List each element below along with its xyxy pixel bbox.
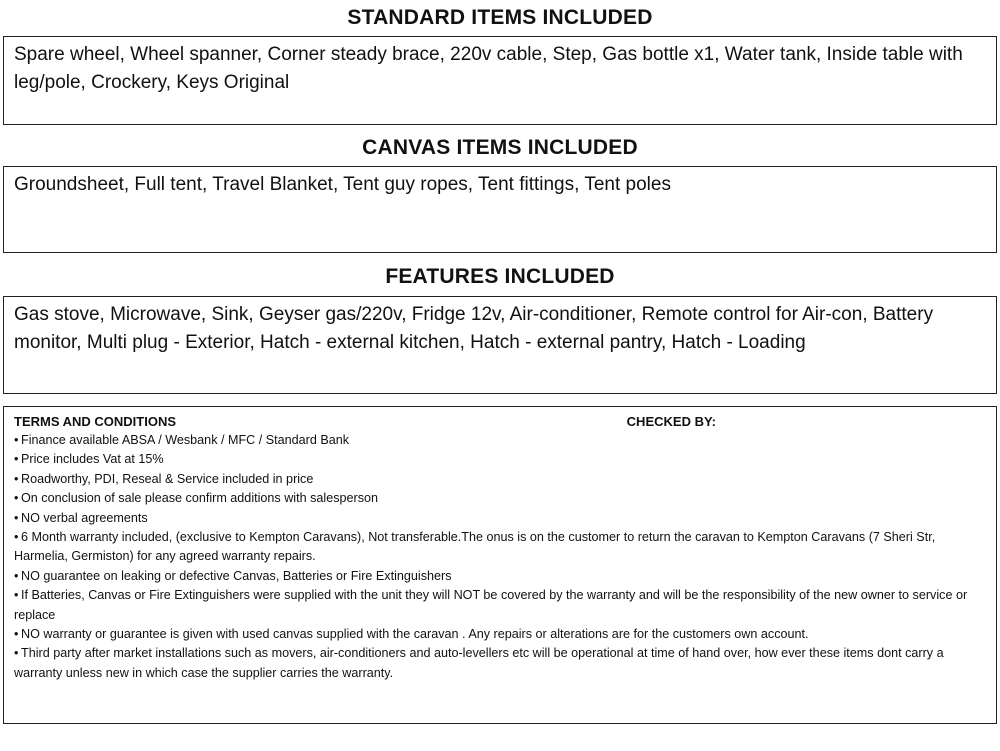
- checked-by-label: CHECKED BY:: [626, 414, 716, 429]
- canvas-items-text: Groundsheet, Full tent, Travel Blanket, Tent guy ropes, Tent fittings, Tent poles: [14, 174, 671, 195]
- terms-list: [14, 431, 986, 683]
- terms-box: [3, 406, 997, 724]
- terms-item: [14, 509, 986, 528]
- terms-item: [14, 644, 986, 683]
- terms-item-text: Roadworthy, PDI, Reseal & Service included in price: [21, 471, 314, 486]
- features-box: [3, 296, 997, 394]
- terms-title: TERMS AND CONDITIONS: [14, 414, 177, 429]
- canvas-items-box: [3, 166, 997, 253]
- bullet-icon: •: [14, 627, 19, 642]
- bullet-icon: •: [14, 491, 19, 506]
- standard-items-box: [3, 36, 997, 125]
- bullet-icon: •: [14, 530, 19, 545]
- terms-item: [14, 431, 986, 450]
- standard-items-text: Spare wheel, Wheel spanner, Corner steady brace, 220v cable, Step, Gas bottle x1, Water tank, Inside table with leg/pole, Crockery, Keys Original: [14, 44, 963, 93]
- bullet-icon: •: [14, 510, 19, 525]
- terms-item-text: Price includes Vat at 15%: [21, 452, 164, 467]
- bullet-icon: •: [14, 568, 19, 583]
- terms-header-row: [14, 413, 986, 431]
- terms-item: [14, 470, 986, 489]
- bullet-icon: •: [14, 452, 19, 467]
- terms-item: [14, 450, 986, 469]
- terms-item-text: On conclusion of sale please confirm additions with salesperson: [21, 491, 379, 506]
- terms-item-text: 6 Month warranty included, (exclusive to Kempton Caravans), Not transferable.The onus is on the customer to return the caravan to Kempton Caravans (7 Sheri Str, Harmelia, Germiston) for any agreed warranty repairs.: [14, 530, 936, 564]
- terms-item: [14, 567, 986, 586]
- terms-item-text: Finance available ABSA / Wesbank / MFC / Standard Bank: [21, 433, 350, 447]
- terms-item: [14, 528, 986, 567]
- features-text: Gas stove, Microwave, Sink, Geyser gas/220v, Fridge 12v, Air-conditioner, Remote control for Air-con, Battery monitor, Multi plug - Exterior, Hatch - external kitchen, Hatch - external pantry, Hatch - Loading: [14, 304, 934, 353]
- features-heading: FEATURES INCLUDED: [385, 265, 615, 288]
- bullet-icon: •: [14, 471, 19, 486]
- terms-item-text: NO verbal agreements: [21, 510, 148, 525]
- standard-items-heading: STANDARD ITEMS INCLUDED: [347, 6, 653, 29]
- bullet-icon: •: [14, 646, 19, 661]
- terms-item-text: NO warranty or guarantee is given with used canvas supplied with the caravan . Any repairs or alterations are for the customers own account.: [21, 627, 809, 642]
- canvas-items-heading: CANVAS ITEMS INCLUDED: [362, 136, 638, 159]
- terms-item-text: Third party after market installations such as movers, air-conditioners and auto-levellers etc will be operational at time of hand over, how ever these items dont carry a warranty unless new in which case the supplier carries the warranty.: [14, 646, 944, 680]
- terms-item-text: If Batteries, Canvas or Fire Extinguishers were supplied with the unit they will NOT be covered by the warranty and will be the responsibility of the new owner to service or replace: [14, 588, 968, 622]
- bullet-icon: •: [14, 588, 19, 603]
- terms-item: [14, 586, 986, 625]
- bullet-icon: •: [14, 433, 19, 447]
- terms-item-text: NO guarantee on leaking or defective Canvas, Batteries or Fire Extinguishers: [21, 568, 452, 583]
- terms-item: [14, 489, 986, 508]
- terms-item: [14, 625, 986, 644]
